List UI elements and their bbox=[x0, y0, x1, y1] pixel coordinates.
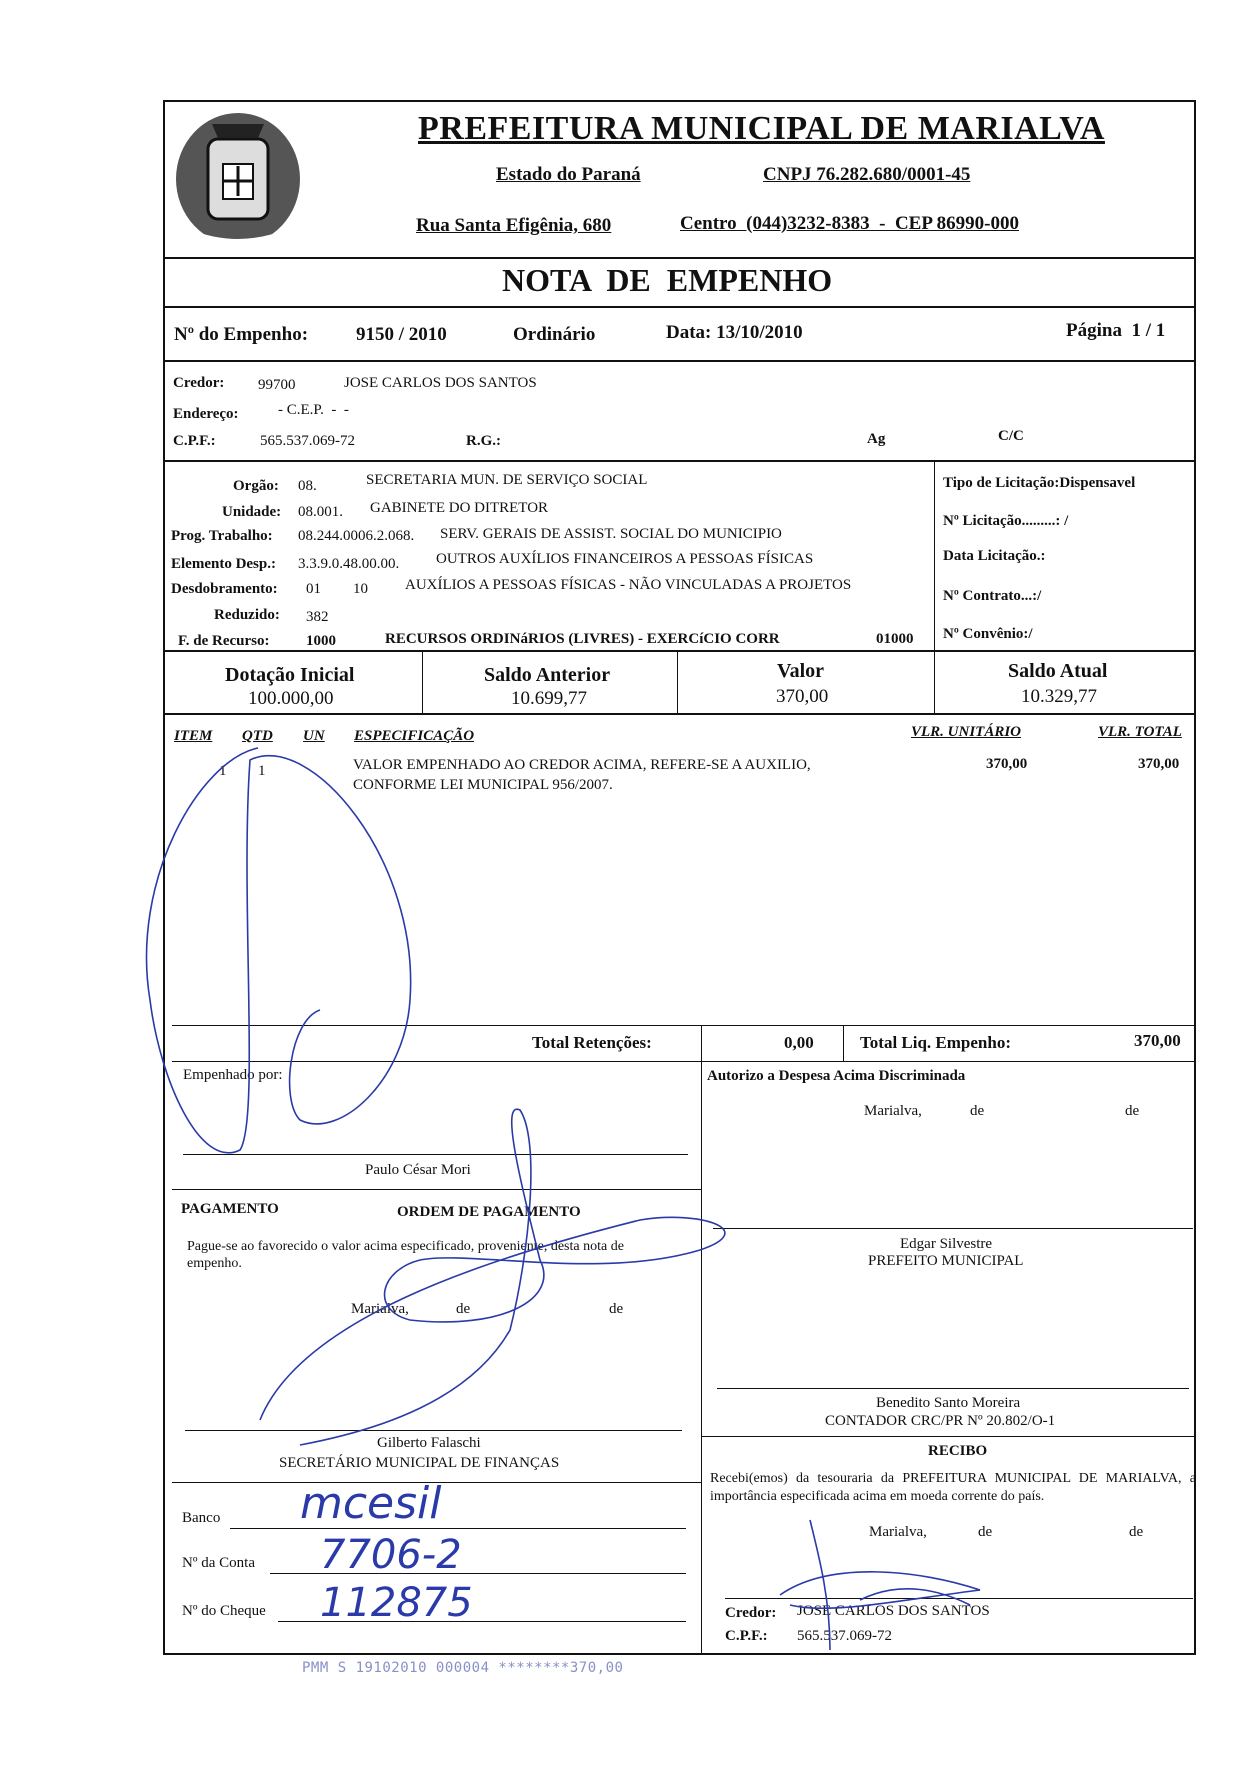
conta-label: Nº da Conta bbox=[182, 1555, 255, 1571]
pagamento-label: PAGAMENTO bbox=[181, 1201, 279, 1217]
recibo-label: RECIBO bbox=[928, 1443, 988, 1459]
dotacao-inicial-label: Dotação Inicial bbox=[225, 664, 355, 686]
unidade-desc: GABINETE DO DITRETOR bbox=[370, 500, 549, 516]
cc-label: C/C bbox=[998, 428, 1024, 444]
prefeito-title: PREFEITO MUNICIPAL bbox=[868, 1253, 1024, 1269]
ordem-pagamento-label: ORDEM DE PAGAMENTO bbox=[397, 1204, 581, 1220]
desdobramento-desc: AUXÍLIOS A PESSOAS FÍSICAS - NÃO VINCULADAS A PROJETOS bbox=[405, 577, 852, 593]
left-de1: de bbox=[456, 1301, 471, 1317]
document-title: NOTA DE EMPENHO bbox=[502, 262, 833, 298]
liquido-label: Total Liq. Empenho: bbox=[860, 1033, 1011, 1052]
empenho-number: 9150 / 2010 bbox=[356, 324, 447, 345]
empenho-label: Nº do Empenho: bbox=[174, 324, 309, 345]
recibo-text: Recebi(emos) da tesouraria da PREFEITURA MUNICIPAL DE MARIALVA, a importância especificada acima em moeda corrente do país. bbox=[710, 1471, 1196, 1504]
unidade-code: 08.001. bbox=[298, 504, 343, 520]
desdobramento-a: 01 bbox=[306, 581, 321, 597]
recibo-credor-name: JOSE CARLOS DOS SANTOS bbox=[797, 1603, 990, 1619]
liquido-value: 370,00 bbox=[1134, 1031, 1181, 1050]
pague-text: Pague-se ao favorecido o valor acima especificado, proveniente, desta nota de empenho. bbox=[187, 1239, 624, 1271]
elemento-code: 3.3.9.0.48.00.00. bbox=[298, 556, 400, 572]
orgao-desc: SECRETARIA MUN. DE SERVIÇO SOCIAL bbox=[366, 472, 648, 488]
licitacao-data: Data Licitação.: bbox=[943, 548, 1046, 564]
col-unit: VLR. UNITÁRIO bbox=[911, 724, 1022, 740]
retencoes-label: Total Retenções: bbox=[532, 1033, 652, 1052]
banco-label: Banco bbox=[182, 1510, 221, 1526]
autorizo-label: Autorizo a Despesa Acima Discriminada bbox=[707, 1068, 966, 1084]
row-total: 370,00 bbox=[1138, 756, 1180, 772]
elemento-label: Elemento Desp.: bbox=[171, 556, 276, 572]
banco-handwritten: mcesil bbox=[300, 1478, 442, 1529]
col-qtd: QTD bbox=[242, 728, 273, 744]
reduzido-label: Reduzido: bbox=[214, 607, 280, 623]
recibo-cpf-label: C.P.F.: bbox=[725, 1628, 768, 1644]
reduzido-value: 382 bbox=[306, 609, 329, 625]
row-desc-line1: VALOR EMPENHADO AO CREDOR ACIMA, REFERE-SE A AUXILIO, bbox=[353, 757, 811, 773]
state-label: Estado do Paraná bbox=[496, 164, 641, 185]
address-label: Rua Santa Efigênia, 680 bbox=[416, 215, 612, 236]
cashier-stamp: PMM S 19102010 000004 ********370,00 bbox=[302, 1660, 624, 1676]
credor-name: JOSE CARLOS DOS SANTOS bbox=[344, 375, 537, 391]
valor-value: 370,00 bbox=[776, 686, 829, 707]
recibo-credor-label: Credor: bbox=[725, 1605, 777, 1621]
empenho-date: Data: 13/10/2010 bbox=[666, 322, 803, 343]
col-especificacao: ESPECIFICAÇÃO bbox=[354, 728, 475, 744]
right-marialva: Marialva, bbox=[864, 1103, 922, 1119]
prog-desc: SERV. GERAIS DE ASSIST. SOCIAL DO MUNICIPIO bbox=[440, 526, 782, 542]
valor-label: Valor bbox=[777, 660, 825, 682]
secretario-name: Gilberto Falaschi bbox=[377, 1435, 481, 1451]
endereco-value: - C.E.P. - - bbox=[278, 402, 349, 418]
licitacao-numero: Nº Licitação.........: / bbox=[943, 513, 1069, 529]
recibo-de2: de bbox=[1129, 1524, 1144, 1540]
row-unit: 370,00 bbox=[986, 756, 1028, 772]
right-de1: de bbox=[970, 1103, 985, 1119]
recurso-code: 1000 bbox=[306, 633, 336, 649]
cpf-label: C.P.F.: bbox=[173, 433, 216, 449]
row-item: 1 bbox=[219, 763, 227, 779]
recibo-marialva: Marialva, bbox=[869, 1524, 927, 1540]
recurso-num: 01000 bbox=[876, 631, 914, 647]
rg-label: R.G.: bbox=[466, 433, 501, 449]
cpf-value: 565.537.069-72 bbox=[260, 433, 355, 449]
left-marialva: Marialva, bbox=[351, 1301, 409, 1317]
prefeito-name: Edgar Silvestre bbox=[900, 1236, 993, 1252]
contador-name: Benedito Santo Moreira bbox=[876, 1395, 1021, 1411]
endereco-label: Endereço: bbox=[173, 406, 239, 422]
unidade-label: Unidade: bbox=[222, 504, 282, 520]
row-qtd: 1 bbox=[258, 763, 266, 779]
cheque-handwritten: 112875 bbox=[320, 1580, 473, 1626]
orgao-label: Orgão: bbox=[233, 478, 279, 494]
prog-code: 08.244.0006.2.068. bbox=[298, 528, 415, 544]
col-un: UN bbox=[303, 728, 325, 744]
credor-code: 99700 bbox=[258, 377, 296, 393]
col-item: ITEM bbox=[174, 728, 213, 744]
ag-label: Ag bbox=[867, 431, 886, 447]
empenho-type: Ordinário bbox=[513, 324, 596, 345]
dotacao-inicial-value: 100.000,00 bbox=[248, 688, 334, 709]
col-total: VLR. TOTAL bbox=[1098, 724, 1182, 740]
empenhado-por-label: Empenhado por: bbox=[183, 1067, 283, 1083]
convenio: Nº Convênio:/ bbox=[943, 626, 1033, 642]
recurso-label: F. de Recurso: bbox=[178, 633, 270, 649]
org-title: PREFEITURA MUNICIPAL DE MARIALVA bbox=[418, 110, 1105, 147]
left-de2: de bbox=[609, 1301, 624, 1317]
orgao-code: 08. bbox=[298, 478, 317, 494]
recibo-cpf-value: 565.537.069-72 bbox=[797, 1628, 892, 1644]
saldo-atual-value: 10.329,77 bbox=[1021, 686, 1097, 707]
saldo-atual-label: Saldo Atual bbox=[1008, 660, 1108, 682]
recurso-desc: RECURSOS ORDINáRIOS (LIVRES) - EXERCíCIO CORR bbox=[385, 631, 780, 647]
conta-handwritten: 7706-2 bbox=[320, 1532, 462, 1578]
cheque-label: Nº do Cheque bbox=[182, 1603, 266, 1619]
desdobramento-label: Desdobramento: bbox=[171, 581, 278, 597]
page-number: Página 1 / 1 bbox=[1066, 320, 1166, 341]
credor-label: Credor: bbox=[173, 375, 225, 391]
saldo-anterior-label: Saldo Anterior bbox=[484, 664, 611, 686]
right-de2: de bbox=[1125, 1103, 1140, 1119]
contrato: Nº Contrato...:/ bbox=[943, 588, 1042, 604]
prog-label: Prog. Trabalho: bbox=[171, 528, 273, 544]
row-desc-line2: CONFORME LEI MUNICIPAL 956/2007. bbox=[353, 777, 613, 793]
empenhado-name: Paulo César Mori bbox=[365, 1162, 471, 1178]
retencoes-value: 0,00 bbox=[784, 1033, 814, 1052]
contact-label: Centro (044)3232-8383 - CEP 86990-000 bbox=[680, 213, 1019, 234]
recibo-de1: de bbox=[978, 1524, 993, 1540]
cnpj-label: CNPJ 76.282.680/0001-45 bbox=[763, 164, 971, 185]
desdobramento-b: 10 bbox=[353, 581, 368, 597]
licitacao-tipo: Tipo de Licitação:Dispensavel bbox=[943, 475, 1136, 491]
secretario-title: SECRETÁRIO MUNICIPAL DE FINANÇAS bbox=[279, 1455, 560, 1471]
elemento-desc: OUTROS AUXÍLIOS FINANCEIROS A PESSOAS FÍSICAS bbox=[436, 551, 814, 567]
saldo-anterior-value: 10.699,77 bbox=[511, 688, 587, 709]
contador-title: CONTADOR CRC/PR Nº 20.802/O-1 bbox=[825, 1413, 1056, 1429]
